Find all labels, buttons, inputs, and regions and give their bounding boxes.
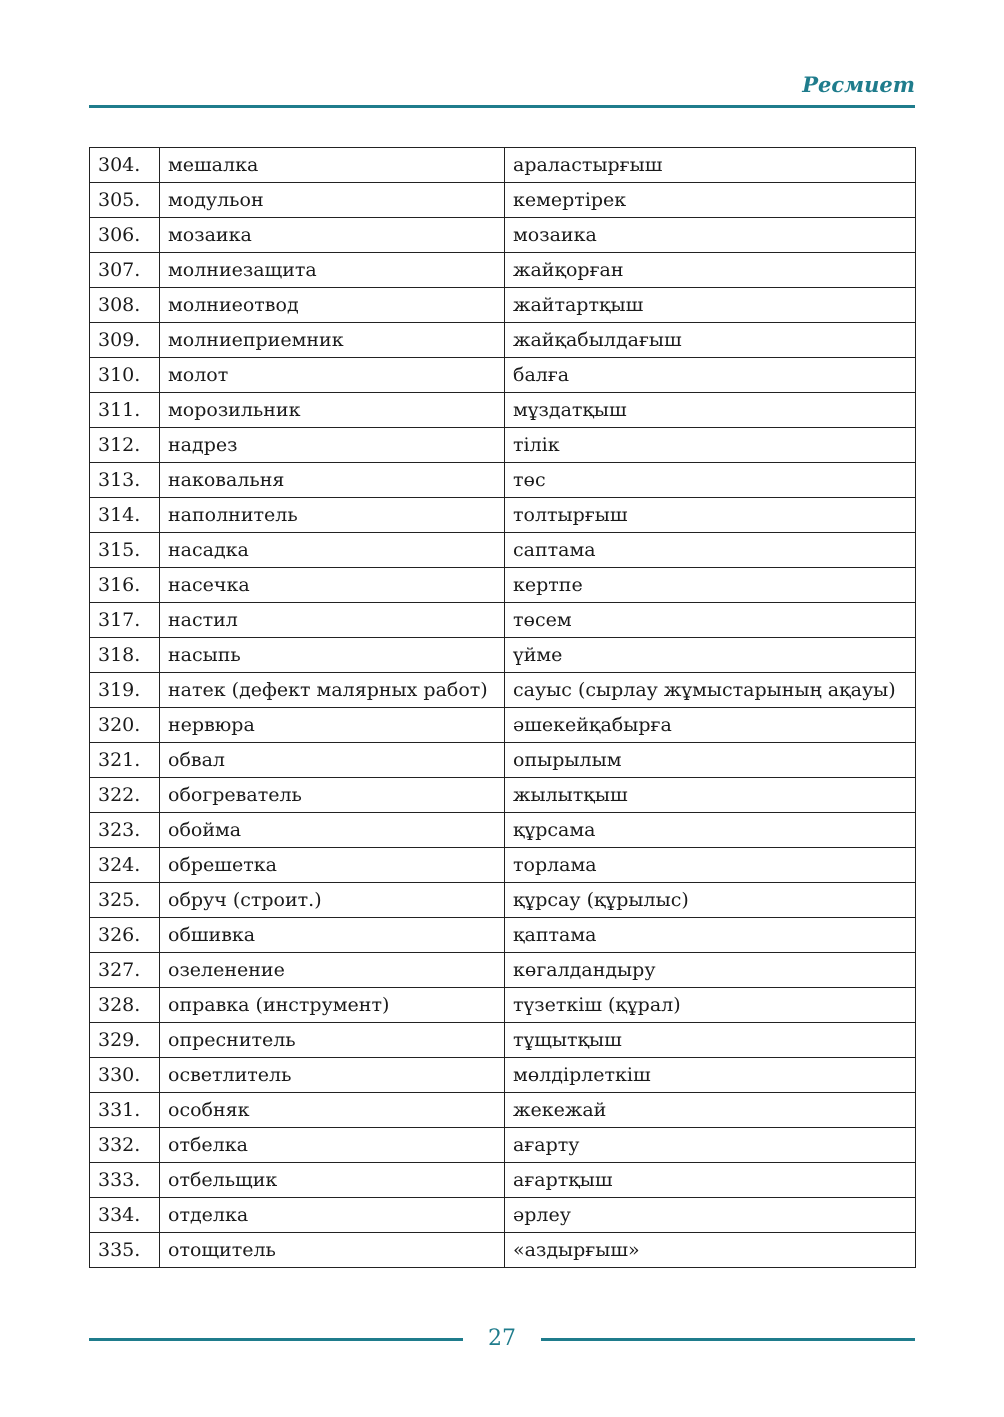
russian-term: озеленение <box>160 953 505 988</box>
entry-number: 317. <box>90 603 160 638</box>
kazakh-term: толтырғыш <box>505 498 916 533</box>
russian-term: мозаика <box>160 218 505 253</box>
kazakh-term: жайқабылдағыш <box>505 323 916 358</box>
entry-number: 331. <box>90 1093 160 1128</box>
kazakh-term: торлама <box>505 848 916 883</box>
kazakh-term: мөлдірлеткіш <box>505 1058 916 1093</box>
table-row <box>90 1163 916 1198</box>
russian-term: наковальня <box>160 463 505 498</box>
russian-term: молниезащита <box>160 253 505 288</box>
kazakh-term: мозаика <box>505 218 916 253</box>
entry-number: 305. <box>90 183 160 218</box>
table-row <box>90 603 916 638</box>
entry-number: 328. <box>90 988 160 1023</box>
entry-number: 324. <box>90 848 160 883</box>
kazakh-term: құрсама <box>505 813 916 848</box>
entry-number: 323. <box>90 813 160 848</box>
table-row <box>90 673 916 708</box>
entry-number: 314. <box>90 498 160 533</box>
entry-number: 332. <box>90 1128 160 1163</box>
table-row <box>90 463 916 498</box>
entry-number: 330. <box>90 1058 160 1093</box>
kazakh-term: «аздырғыш» <box>505 1233 916 1268</box>
kazakh-term: қаптама <box>505 918 916 953</box>
kazakh-term: әрлеу <box>505 1198 916 1233</box>
kazakh-term: саптама <box>505 533 916 568</box>
table-row <box>90 953 916 988</box>
russian-term: обрешетка <box>160 848 505 883</box>
kazakh-term: көгалдандыру <box>505 953 916 988</box>
table-row <box>90 498 916 533</box>
table-row <box>90 778 916 813</box>
table-row <box>90 218 916 253</box>
russian-term: наполнитель <box>160 498 505 533</box>
kazakh-term: жайқорған <box>505 253 916 288</box>
kazakh-term: жекежай <box>505 1093 916 1128</box>
kazakh-term: ағартқыш <box>505 1163 916 1198</box>
table-row <box>90 1093 916 1128</box>
entry-number: 310. <box>90 358 160 393</box>
entry-number: 307. <box>90 253 160 288</box>
russian-term: обвал <box>160 743 505 778</box>
entry-number: 322. <box>90 778 160 813</box>
table-row <box>90 253 916 288</box>
russian-term: обойма <box>160 813 505 848</box>
kazakh-term: құрсау (құрылыс) <box>505 883 916 918</box>
table-row <box>90 1233 916 1268</box>
russian-term: насадка <box>160 533 505 568</box>
table-row <box>90 533 916 568</box>
kazakh-term: әшекейқабырға <box>505 708 916 743</box>
entry-number: 320. <box>90 708 160 743</box>
entry-number: 304. <box>90 148 160 183</box>
russian-term: обогреватель <box>160 778 505 813</box>
entry-number: 329. <box>90 1023 160 1058</box>
entry-number: 319. <box>90 673 160 708</box>
russian-term: молниеприемник <box>160 323 505 358</box>
table-row <box>90 1198 916 1233</box>
russian-term: нервюра <box>160 708 505 743</box>
table-row <box>90 148 916 183</box>
page-header-title: Ресмиет <box>802 72 915 97</box>
entry-number: 312. <box>90 428 160 463</box>
kazakh-term: кертпе <box>505 568 916 603</box>
russian-term: отощитель <box>160 1233 505 1268</box>
entry-number: 315. <box>90 533 160 568</box>
russian-term: насыпь <box>160 638 505 673</box>
russian-term: отделка <box>160 1198 505 1233</box>
russian-term: осветлитель <box>160 1058 505 1093</box>
table-row <box>90 1023 916 1058</box>
table-row <box>90 183 916 218</box>
russian-term: обшивка <box>160 918 505 953</box>
russian-term: молот <box>160 358 505 393</box>
table-row <box>90 393 916 428</box>
entry-number: 306. <box>90 218 160 253</box>
entry-number: 326. <box>90 918 160 953</box>
entry-number: 321. <box>90 743 160 778</box>
russian-term: опреснитель <box>160 1023 505 1058</box>
russian-term: отбельщик <box>160 1163 505 1198</box>
entry-number: 313. <box>90 463 160 498</box>
kazakh-term: опырылым <box>505 743 916 778</box>
russian-term: насечка <box>160 568 505 603</box>
table-row <box>90 1128 916 1163</box>
entry-number: 334. <box>90 1198 160 1233</box>
kazakh-term: кемертірек <box>505 183 916 218</box>
table-row <box>90 883 916 918</box>
table-row <box>90 743 916 778</box>
kazakh-term: түзеткіш (құрал) <box>505 988 916 1023</box>
entry-number: 327. <box>90 953 160 988</box>
russian-term: отбелка <box>160 1128 505 1163</box>
table-row <box>90 1058 916 1093</box>
russian-term: морозильник <box>160 393 505 428</box>
kazakh-term: жайтартқыш <box>505 288 916 323</box>
table-row <box>90 323 916 358</box>
russian-term: натек (дефект малярных работ) <box>160 673 505 708</box>
kazakh-term: ағарту <box>505 1128 916 1163</box>
glossary-table <box>89 147 916 1268</box>
entry-number: 325. <box>90 883 160 918</box>
russian-term: модульон <box>160 183 505 218</box>
footer-rule-right <box>541 1338 915 1341</box>
kazakh-term: жылытқыш <box>505 778 916 813</box>
page-number: 27 <box>488 1326 516 1351</box>
russian-term: молниеотвод <box>160 288 505 323</box>
entry-number: 316. <box>90 568 160 603</box>
glossary-body <box>90 148 916 1268</box>
entry-number: 333. <box>90 1163 160 1198</box>
kazakh-term: сауыс (сырлау жұмыстарының ақауы) <box>505 673 916 708</box>
table-row <box>90 428 916 463</box>
entry-number: 308. <box>90 288 160 323</box>
russian-term: обруч (строит.) <box>160 883 505 918</box>
entry-number: 311. <box>90 393 160 428</box>
table-row <box>90 638 916 673</box>
kazakh-term: тұщытқыш <box>505 1023 916 1058</box>
header-rule <box>89 105 915 108</box>
kazakh-term: тілік <box>505 428 916 463</box>
table-row <box>90 918 916 953</box>
table-row <box>90 988 916 1023</box>
russian-term: надрез <box>160 428 505 463</box>
kazakh-term: араластырғыш <box>505 148 916 183</box>
kazakh-term: төс <box>505 463 916 498</box>
table-row <box>90 813 916 848</box>
kazakh-term: балға <box>505 358 916 393</box>
kazakh-term: төсем <box>505 603 916 638</box>
russian-term: оправка (инструмент) <box>160 988 505 1023</box>
table-row <box>90 708 916 743</box>
entry-number: 335. <box>90 1233 160 1268</box>
kazakh-term: үйме <box>505 638 916 673</box>
table-row <box>90 288 916 323</box>
table-row <box>90 358 916 393</box>
entry-number: 309. <box>90 323 160 358</box>
russian-term: настил <box>160 603 505 638</box>
entry-number: 318. <box>90 638 160 673</box>
russian-term: мешалка <box>160 148 505 183</box>
kazakh-term: мұздатқыш <box>505 393 916 428</box>
footer-rule-left <box>89 1338 463 1341</box>
table-row <box>90 848 916 883</box>
russian-term: особняк <box>160 1093 505 1128</box>
table-row <box>90 568 916 603</box>
